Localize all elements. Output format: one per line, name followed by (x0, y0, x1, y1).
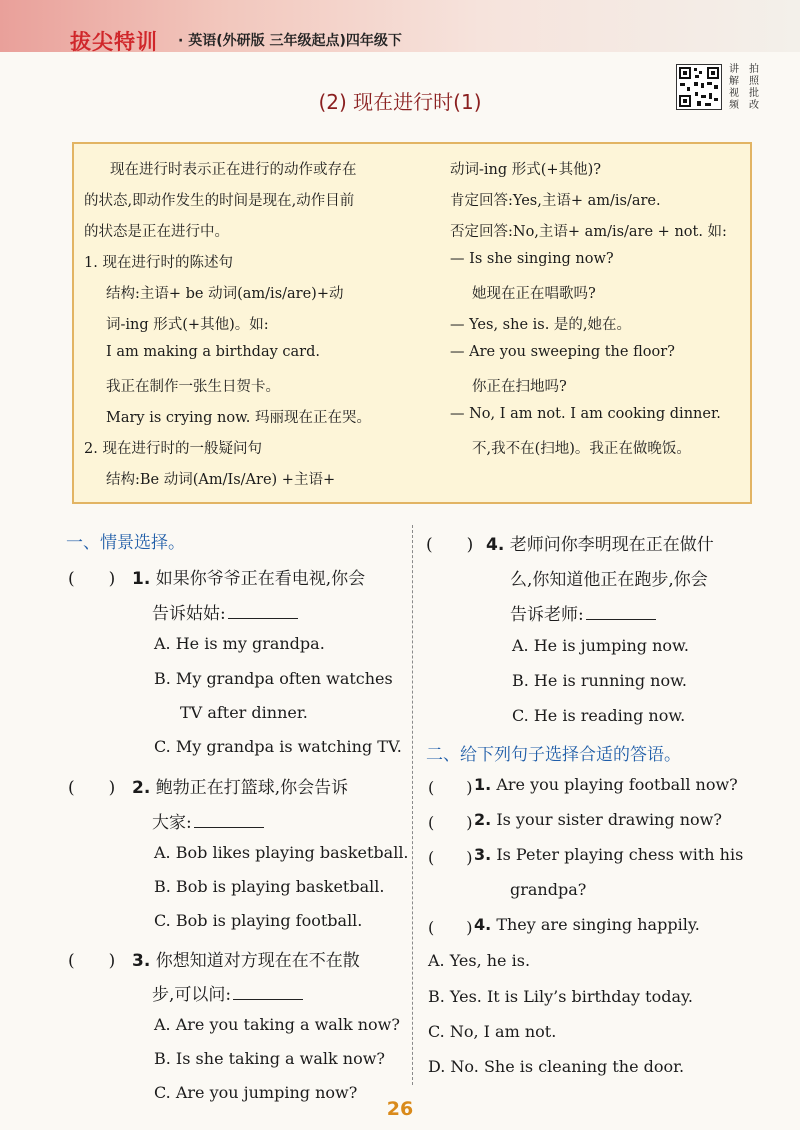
note-line: 否定回答:No,主语+ am/is/are + not. 如: (450, 224, 727, 240)
question-number: 3. (132, 951, 151, 971)
answer-bracket[interactable]: ( ) (68, 778, 116, 798)
question-number: 1. (474, 775, 492, 794)
question-1-line-2 (152, 599, 298, 624)
option: C. Are you jumping now? (154, 1083, 358, 1102)
question-4 (486, 530, 714, 555)
note-line: — Yes, she is. 是的,她在。 (450, 317, 632, 333)
answer-bracket[interactable]: ( ) (428, 848, 473, 867)
option: B. My grandpa often watches (154, 669, 393, 688)
qr-code-icon[interactable] (676, 64, 722, 110)
note-line: 结构:主语+ be 动词(am/is/are)+动 (106, 286, 344, 302)
question-4-line-3 (510, 600, 656, 625)
question-text: 如果你爷爷正在看电视,你会 (155, 569, 366, 589)
option: B. Bob is playing basketball. (154, 877, 385, 896)
question-text: 你想知道对方现在在不在散 (155, 951, 360, 971)
question-text: Are you playing football now? (496, 775, 738, 794)
question-number: 3. (474, 845, 492, 864)
note-line: Mary is crying now. 玛丽现在正在哭。 (106, 410, 371, 426)
option: A. He is my grandpa. (154, 634, 325, 653)
option: A. Are you taking a walk now? (154, 1015, 400, 1034)
option: C. Bob is playing football. (154, 911, 363, 930)
note-line: 结构:Be 动词(Am/Is/Are) +主语+ (106, 472, 336, 488)
qr-label: 解 (729, 76, 739, 87)
note-line: 1. 现在进行时的陈述句 (84, 255, 233, 271)
qr-label: 讲 (729, 64, 739, 75)
reply-question-3-line-2: grandpa? (510, 880, 587, 899)
note-line: I am making a birthday card. (106, 344, 320, 360)
question-text: 告诉姑姑: (152, 604, 226, 624)
option: C. He is reading now. (512, 706, 686, 725)
question-2 (132, 773, 348, 798)
qr-label: 批 (749, 88, 759, 99)
reply-question-1 (474, 775, 738, 794)
answer-blank[interactable] (228, 604, 298, 619)
section-1-title: 一、情景选择。 (66, 533, 185, 553)
question-text: 么,你知道他正在跑步,你会 (510, 570, 708, 590)
reply-question-2 (474, 810, 722, 829)
reply-question-4 (474, 915, 700, 934)
qr-label: 视 (729, 88, 739, 99)
grammar-notes-box (72, 142, 752, 504)
lesson-title: (2) 现在进行时(1) (318, 90, 482, 114)
question-text: 鲍勃正在打篮球,你会告诉 (155, 778, 349, 798)
question-4-line-2 (510, 565, 708, 590)
note-line: 2. 现在进行时的一般疑问句 (84, 441, 262, 457)
qr-label: 改 (749, 100, 759, 111)
qr-label: 频 (729, 100, 739, 111)
note-line: 你正在扫地吗? (472, 379, 567, 395)
question-text: 告诉老师: (510, 605, 584, 625)
question-number: 2. (474, 810, 492, 829)
answer-bracket[interactable]: ( ) (428, 778, 473, 797)
note-line: 不,我不在(扫地)。我正在做晚饭。 (472, 441, 691, 457)
question-3-line-2 (152, 980, 303, 1005)
option: B. Is she taking a walk now? (154, 1049, 385, 1068)
question-1 (132, 564, 365, 589)
note-line: 词-ing 形式(+其他)。如: (106, 317, 269, 333)
note-line: 肯定回答:Yes,主语+ am/is/are. (450, 193, 661, 209)
note-line: — Are you sweeping the floor? (450, 344, 675, 360)
book-subtitle: · 英语(外研版 三年级起点)四年级下 (178, 33, 402, 49)
page-number: 26 (386, 1098, 414, 1120)
note-line: — No, I am not. I am cooking dinner. (450, 406, 721, 422)
question-3 (132, 946, 360, 971)
note-line: 的状态,即动作发生的时间是现在,动作目前 (84, 193, 355, 209)
brand-title: 拔尖特训 (70, 30, 158, 54)
question-text: 大家: (152, 813, 192, 833)
answer-bracket[interactable]: ( ) (68, 569, 116, 589)
question-2-line-2 (152, 808, 264, 833)
reply-question-3 (474, 845, 743, 864)
answer-bracket[interactable]: ( ) (428, 918, 473, 937)
option: C. My grandpa is watching TV. (154, 737, 402, 756)
option: B. He is running now. (512, 671, 687, 690)
answer-bracket[interactable]: ( ) (428, 813, 473, 832)
reply-option: A. Yes, he is. (428, 951, 531, 970)
answer-blank[interactable] (586, 605, 656, 620)
section-2-title: 二、给下列句子选择合适的答语。 (426, 745, 681, 765)
question-number: 4. (486, 535, 505, 555)
reply-option: B. Yes. It is Lily’s birthday today. (428, 987, 693, 1006)
answer-blank[interactable] (194, 813, 264, 828)
note-line: 的状态是正在进行中。 (84, 224, 229, 240)
question-text: They are singing happily. (496, 915, 700, 934)
option: A. Bob likes playing basketball. (154, 843, 409, 862)
answer-blank[interactable] (233, 985, 303, 1000)
qr-label: 照 (749, 76, 759, 87)
note-line: — Is she singing now? (450, 251, 614, 267)
note-line: 我正在制作一张生日贺卡。 (106, 379, 280, 395)
note-line: 动词-ing 形式(+其他)? (450, 162, 602, 178)
answer-bracket[interactable]: ( ) (426, 535, 474, 555)
question-number: 1. (132, 569, 151, 589)
answer-bracket[interactable]: ( ) (68, 951, 116, 971)
note-line: 现在进行时表示正在进行的动作或存在 (110, 162, 357, 178)
qr-label: 拍 (749, 64, 759, 75)
qr-labels (724, 64, 764, 111)
option: TV after dinner. (180, 703, 308, 722)
question-text: 老师问你李明现在正在做什 (509, 535, 714, 555)
question-text: 步,可以问: (152, 985, 232, 1005)
reply-option: D. No. She is cleaning the door. (428, 1057, 685, 1076)
question-number: 4. (474, 915, 492, 934)
option: A. He is jumping now. (512, 636, 689, 655)
question-number: 2. (132, 778, 151, 798)
note-line: 她现在正在唱歌吗? (472, 286, 596, 302)
question-text: Is your sister drawing now? (496, 810, 722, 829)
question-text: Is Peter playing chess with his (496, 845, 744, 864)
column-divider (412, 525, 413, 1085)
reply-option: C. No, I am not. (428, 1022, 557, 1041)
